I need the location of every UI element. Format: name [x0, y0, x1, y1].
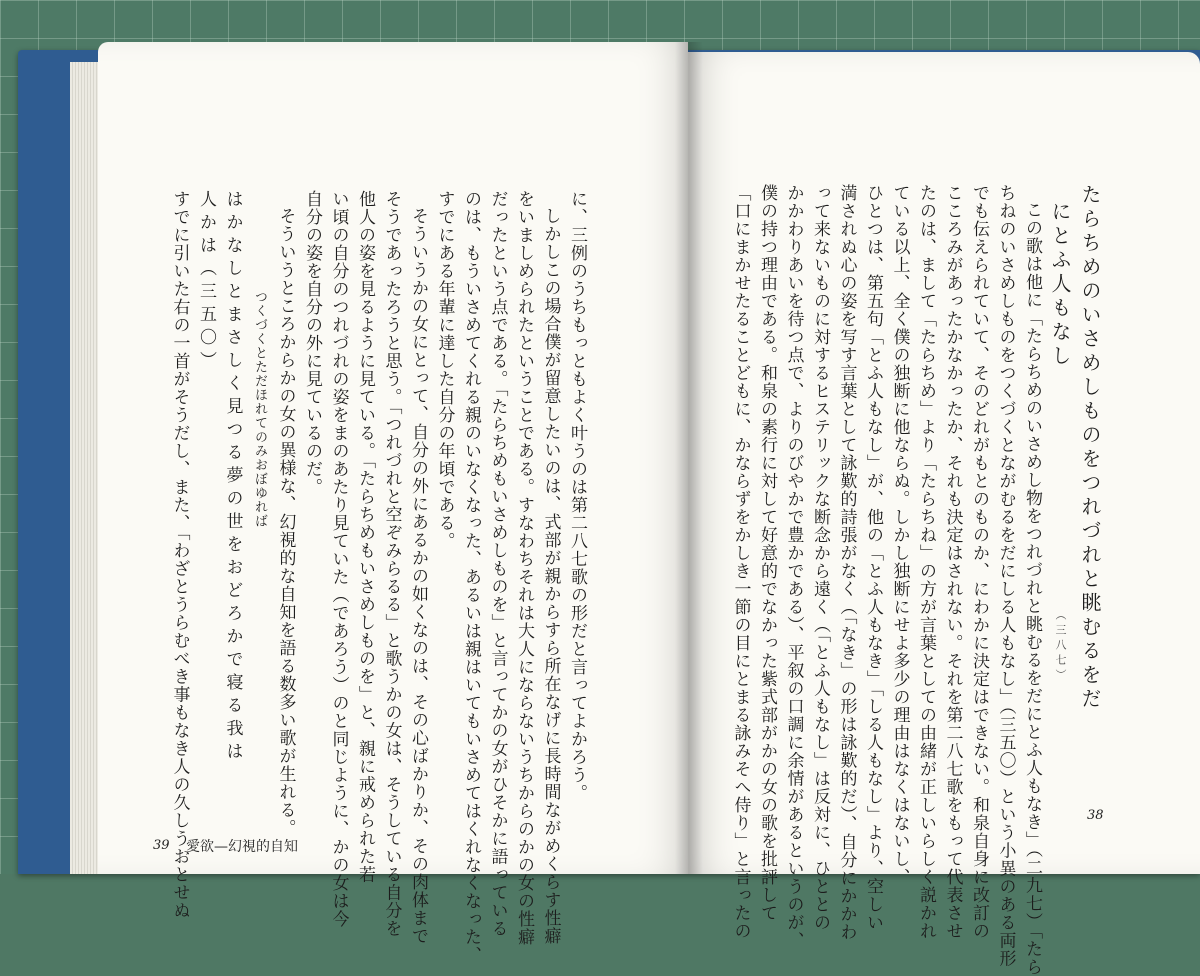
- left-page-number: 39: [153, 838, 170, 853]
- text-line: そういうかの女にとって、自分の外にあるかの如くなのは、その心ばかりか、その肉体まで: [408, 207, 428, 945]
- right-page-number: 38: [1087, 808, 1104, 823]
- poem-note: （三八七）: [1054, 609, 1067, 684]
- book-gutter: [675, 42, 703, 874]
- text-line: かかわりあいを待つ点で、よりのびやかで豊かである）、平叙の口調に余情があるというのが、: [783, 184, 804, 950]
- poem-line: つくづくとただほれてのみおぼゆれば: [252, 290, 267, 528]
- text-line: すでに引いた右の一首がそうだし、また、「わざとうらむべき事もなき人の久しうおとせぬ: [169, 190, 190, 920]
- text-line: すでにある年輩に達した自分の年頃である。: [434, 190, 455, 550]
- text-line: ちねのいさめしものをつくづくとながむるをだにしる人もなし」（三五〇）という小異のある両形: [995, 184, 1016, 968]
- text-line: ひとつは、第五句「とふ人もなし」が、他の「とふ人もなき」「しる人もなし」より、空しい: [863, 184, 883, 932]
- text-line: こころみがあったかなかったか、それも決定はされない。それを第二八七歌をもって代表させ: [942, 184, 963, 940]
- text-line: 他人の姿を見るように見ている。「たらちめもいさめしものを」と、親に戒められた若: [355, 190, 375, 884]
- text-line: のは、もういさめてくれる親のいなくなった、あるいは親はいてもいさめてはくれなくなった、: [461, 190, 481, 964]
- poem-line: 人かは（三五〇）: [196, 190, 216, 374]
- text-line: だったという点である。「たらちめもいさめしものを」と言ってかの女がひそかに語っている: [487, 190, 508, 938]
- text-line: 自分の姿を自分の外に見ているのだ。: [302, 190, 322, 496]
- text-line: そういうところからかの女の異様な、幻視的な自知を語る数多い歌が生れる。: [275, 207, 296, 837]
- running-head: 愛欲—幻視的自知: [186, 839, 298, 855]
- text-line: この歌は他に「たらちめのいさめし物をつれづれと眺むるをだにとふ人もなき」（二九七）「たら: [1022, 201, 1042, 976]
- text-line: をいましめられたということである。すなわちそれは大人にならないうちからのかの女の性癖: [514, 190, 534, 946]
- text-line: 「口にまかせたることどもに、かならずをかしき一節の目にとまる詠みそへ侍り」と言ったの: [730, 184, 751, 940]
- text-line: たのは、まして「たらちめ」より「たらちね」の方が言葉としての由緒が正しいらしく説かれ: [916, 184, 936, 940]
- text-line: ている以上、全く僕の独断に他ならぬ。しかし独断にせよ多少の理由はなくはないし、: [889, 184, 910, 886]
- text-line: そうであったろうと思う。「つれづれと空ぞみらるる」と歌うかの女は、そうしている自分を: [381, 190, 402, 938]
- text-line: に、三例のうちもっともよく叶うのは第二八七歌の形だと言ってよかろう。: [567, 190, 587, 802]
- text-line: って来ないものに対するヒステリックな断念から遠く（「とふ人もなし」は反対に、ひととの: [810, 184, 830, 932]
- poem-line: たらちめのいさめしものをつれづれと眺むるをだ: [1078, 184, 1102, 712]
- text-line: 満されぬ心の姿を写す言葉として詠歎的詩張がなく（「なき」の形は詠歎的だ）、自分にかかわ: [836, 184, 857, 941]
- text-line: 僕の持つ理由である。和泉の素行に対して好意的でなかった紫式部がかの女の歌を批評して: [757, 184, 777, 922]
- text-line: い頃の自分のつれづれの姿をまのあたり見ていた（であろう）のと同じように、かの女は今: [328, 190, 349, 928]
- poem-line: にとふ人もなし（三八七）: [1045, 184, 1075, 774]
- text-line: でも伝えられていて、そのどれがもとのものか、にわかに決定はできない。和泉自身に改訂の: [969, 184, 989, 940]
- text-line: しかしこの場合僕が留意したいのは、式部が親からすら所在なげに長時間ながめくらす性癖: [540, 207, 561, 945]
- poem-line: はかなしとまさしく見つる夢の世をおどろかで寝る我は: [222, 190, 243, 765]
